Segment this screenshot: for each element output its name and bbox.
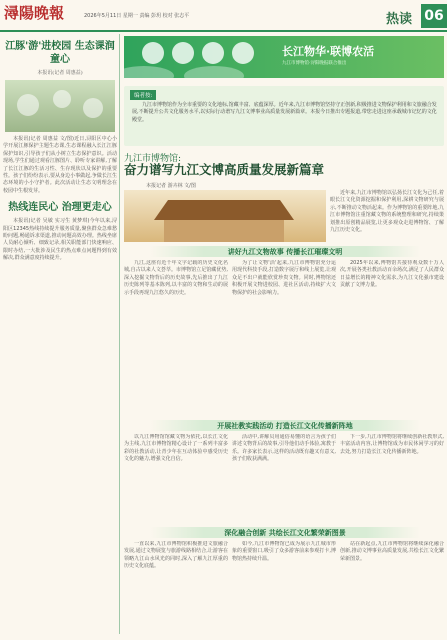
- column-divider: [119, 34, 120, 634]
- section-body-3: [124, 541, 444, 633]
- left-subhead-1: 本报讯(记者 周惠益): [37, 70, 83, 76]
- section-3-col-1: 一直以来,九江市博物馆积极推进文旅融合发展,通过文物展览与旅游线路相结合,让游客在领略九江山水风光的同时,深入了解九江厚重的历史文化底蕴。: [124, 541, 228, 570]
- banner-title: 长江物华·联博农活: [282, 45, 375, 58]
- left-headline-1: 江豚'游'进校园 生态课润童心: [5, 41, 115, 65]
- left-photo-icon: [5, 80, 115, 132]
- section-heading-2: 开展社教实践活动 打造长江文化传播新阵地: [150, 420, 420, 431]
- left-headline-2: 热线连民心 治理更走心: [8, 202, 112, 214]
- section-title: 热读: [386, 12, 413, 27]
- section-2-col-2: 活动中,讲解员用通俗易懂的语言为孩子们讲述文物背后的故事,引导他们动手体验,寓教于乐。许多家长表示,这样的活动既有趣又有意义,孩子们收获满满。: [232, 434, 336, 463]
- cloud-icon: [124, 66, 174, 78]
- feature-banner: [124, 36, 444, 78]
- editor-note-tag: 编者按:: [130, 90, 156, 100]
- issue-meta: 2026年5月11日 星期一 责编 彭玥 校对 张志平: [84, 13, 190, 19]
- left-body-1: 本报讯(记者 周惠益 文/图)近日,浔阳区中心小学开展江豚保护主题生态课,生态课程融入长江江豚保护知识,引导孩子们从小树立生态保护意识。活动现场,学生们通过观看江豚图片、聆听专家讲解,了解了长江江豚的生活习性、生存现状以及保护的重要性。孩子们纷纷表示,要从身边小事做起,争做长江生态环境的小小守护者。此次活动让生态文明理念在校园中生根发芽。: [3, 136, 117, 194]
- section-body-2: [124, 434, 444, 520]
- section-1-col-3: 2025年以来,博物馆共接待观众数十万人次,开展各类社教活动百余场次,满足了人民群众日益增长的精神文化需求,为九江文化强市建设贡献了文博力量。: [340, 260, 444, 289]
- left-column: [3, 36, 117, 634]
- section-body-1: [124, 260, 444, 322]
- section-1-col-2: 为了让文物'活'起来,九江市博物馆充分运用现代科技手段,打造数字展厅和线上展览,让观众足不出户就能欣赏珍贵文物。同时,博物馆还积极开展文物进校园、进社区活动,持续扩大文物保护的社会影响力。: [232, 260, 336, 296]
- emblem-icon: [142, 42, 164, 64]
- emblem-icon: [232, 42, 254, 64]
- emblem-icon: [172, 42, 194, 64]
- newspaper-logo: 潯陽晚報: [4, 4, 65, 22]
- banner-subtitle: 九江市博物馆·浔阳晚报联合推出: [282, 61, 347, 66]
- section-3-col-2: 如今,九江市博物馆已成为展示九江城市形象的重要窗口,吸引了众多游客前来参观打卡,博物馆热持续升温。: [232, 541, 336, 562]
- section-2-col-1: 以九江博物馆馆藏文物为依托,以长江文化为主线,九江市博物馆精心设计了一系列丰富多彩的社教活动,让青少年在互动体验中感受历史文化的魅力,增强文化自信。: [124, 434, 228, 463]
- section-2-col-3: 下一步,九江市博物馆将继续创新社教形式,丰富活动内容,让博物馆成为市民休闲学习的好去处,努力打造长江文化传播新阵地。: [340, 434, 444, 455]
- article-byline: 本报记者 游卉林 文/图: [146, 183, 196, 189]
- masthead: [0, 0, 447, 32]
- section-heading-1: 讲好九江文物故事 传播长江璀璨文明: [150, 246, 420, 257]
- editor-note: [124, 86, 444, 146]
- emblem-icon: [202, 42, 224, 64]
- left-body-2: 本报讯(记者 吴敏 实习生 黄梦琪)今年以来,浔阳区12345热线持续提升服务质量,聚焦群众急难愁盼问题,畅通诉求渠道,推动问题高效办理。热线坐席人员耐心倾听、细致记录,相关职能部门快速响应、限时办结,一大批涉及民生的热点难点问题得到有效解决,群众满意度持续提升。: [3, 218, 117, 262]
- section-1-col-1: 九江,这座有近千年文字记载的历史文化名城,自古以来人文荟萃。市博物馆立足馆藏优势,深入挖掘文物背后的历史故事,先后推出了九江历史陈列等基本陈列,以丰富的文物和生动的展示手段再现九江悠久的历史。: [124, 260, 228, 296]
- editor-note-text: 九江市博物馆作为全市重要的文化地标,馆藏丰富、底蕴深厚。近年来,九江市博物馆坚持守正创新,积极推进文物保护利用和文旅融合发展,不断提升公共文化服务水平,以实际行动谱写九江文博事业高质量发展新篇章。本报今日推出专题报道,带您走进这座承载城市记忆的文化殿堂。: [132, 102, 437, 123]
- page-number: 06: [421, 4, 447, 28]
- cloud-icon: [184, 66, 244, 78]
- section-heading-3: 深化融合创新 共绘长江文化繁荣新图景: [150, 527, 420, 538]
- article-kicker: 九江市博物馆:: [124, 154, 182, 164]
- article-headline: 奋力谱写九江文博高质量发展新篇章: [124, 162, 325, 177]
- museum-photo-icon: [124, 190, 326, 242]
- section-3-col-3: 站在新起点,九江市博物馆将继续深化融合创新,推动文博事业高质量发展,共绘长江文化繁荣新图景。: [340, 541, 444, 562]
- article-intro: 近年来,九江市博物馆以弘扬长江文化为己任,着眼长江文化资源挖掘和保护利用,深耕文物研究与展示,不断推动文物活起来。作为博物馆的重要阵地,九江市博物馆注重馆藏文物的系统整理和研究,持续策划推出原创精品展览,让更多观众走进博物馆、了解九江历史文化。: [330, 190, 444, 234]
